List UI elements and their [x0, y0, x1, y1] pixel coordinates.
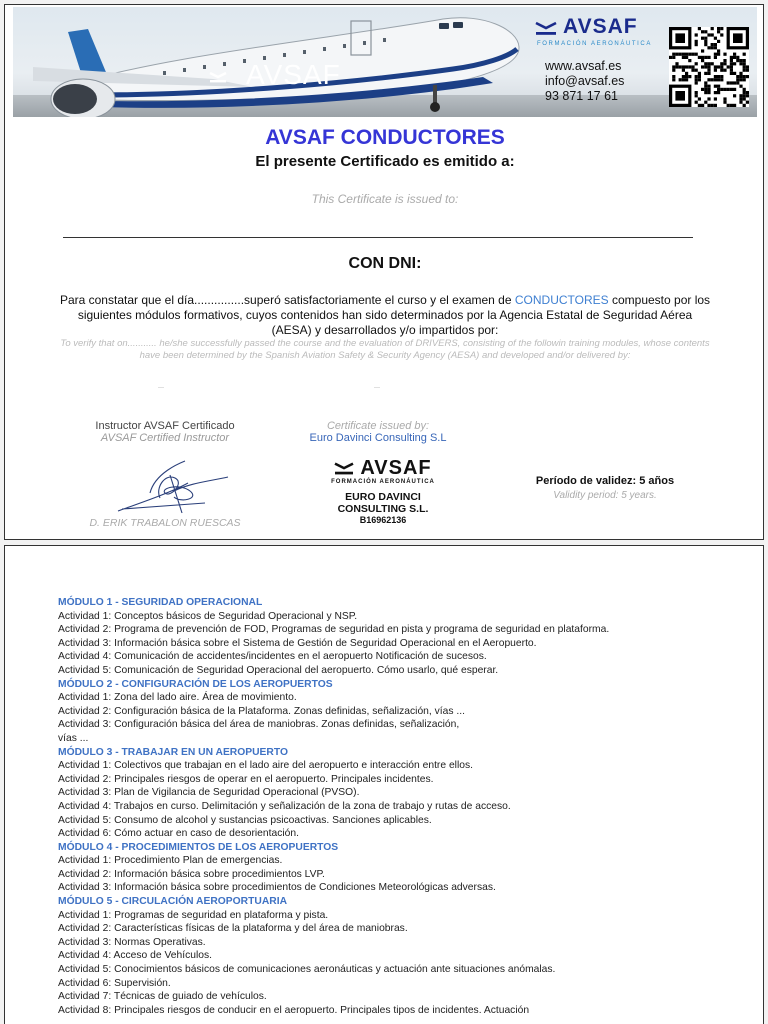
stamp-company-line1: EURO DAVINCI: [345, 491, 421, 503]
plane-livery-brand: AVSAF: [246, 59, 341, 90]
module-activity: Actividad 6: Supervisión.: [58, 977, 171, 989]
module-activity: Actividad 2: Programa de prevención de FOD, Programas de seguridad en pista y programa de seguridad en plataforma.: [58, 624, 610, 636]
module-activity: Actividad 3: Plan de Vigilancia de Seguridad Operacional (PVSO).: [58, 787, 360, 799]
phone-number: 93 871 17 61: [545, 89, 618, 103]
module-activity: Actividad 1: Zona del lado aire. Área de movimiento.: [58, 692, 297, 704]
contact-info: [545, 59, 624, 104]
module-activity: Actividad 3: Información básica sobre procedimientos de Condiciones Meteorológicas adversas.: [58, 882, 496, 894]
stamp-company-line2: CONSULTING S.L.: [337, 503, 429, 515]
module-title: MÓDULO 3 - TRABAJAR EN UN AEROPUERTO: [58, 746, 288, 758]
module-title: MÓDULO 2 - CONFIGURACIÓN DE LOS AEROPUERTOS: [58, 678, 333, 690]
module-title: MÓDULO 4 - PROCEDIMIENTOS DE LOS AEROPUERTOS: [58, 841, 339, 853]
validity-label: Período de validez: 5 años: [535, 475, 675, 487]
module-activity: Actividad 6: Cómo actuar en caso de desorientación.: [58, 828, 299, 840]
module-activity: Actividad 3: Información básica sobre el Sistema de Gestión de Seguridad Operacional en el Aeropuerto.: [58, 637, 537, 649]
module-activity: Actividad 1: Colectivos que trabajan en el lado aire del aeropuerto e interacción entre ellos.: [58, 760, 473, 772]
validity-block: [505, 475, 705, 501]
avsaf-mark-icon: [209, 69, 227, 85]
brand-tagline: FORMACIÓN AERONÁUTICA: [537, 41, 652, 47]
module-activity: Actividad 5: Conocimientos básicos de comunicaciones aeronáuticas y actuación ante situaciones anómalas.: [58, 964, 556, 976]
website-link[interactable]: www.avsaf.es: [545, 59, 622, 73]
certification-paragraph-en: To verify that on........... he/she successfully passed the course and the evaluation of DRIVERS, consisting of the followin training modules, whose contents have been determined by the Spanish Aviation Safety & Security Agency (AESA) and developed and/or delivered by:: [60, 338, 710, 361]
module-activity: Actividad 5: Consumo de alcohol y sustancias psicoactivas. Sanciones aplicables.: [58, 814, 432, 826]
instructor-label: Instructor AVSAF Certificado: [95, 420, 235, 432]
qr-code-icon[interactable]: [669, 27, 749, 107]
module-activity: Actividad 3: Normas Operativas.: [58, 936, 206, 948]
stamp-brand: AVSAF: [360, 457, 432, 479]
instructor-signature: [110, 453, 240, 515]
module-activity: Actividad 8: Principales riesgos de conducir en el aeropuerto. Principales tipos de incidentes. Actuación: [58, 1004, 530, 1016]
paragraph-part2: compuesto por los siguientes módulos formativos, cuyos contenidos han sido determinados por la Agencia Estatal de Seguridad Aérea (AESA) y desarrollados y/o impartidos por:: [77, 293, 711, 337]
email-link[interactable]: info@avsaf.es: [545, 74, 625, 88]
instructor-label-en: AVSAF Certified Instructor: [100, 432, 230, 444]
right-mark: —: [374, 385, 380, 391]
instructor-block: [75, 420, 255, 444]
issued-to-label-en: This Certificate is issued to:: [311, 192, 459, 206]
name-line: [63, 237, 693, 238]
brand-name: AVSAF: [563, 15, 638, 38]
modules-page: [4, 545, 764, 1024]
module-activity: Actividad 2: Información básica sobre procedimientos LVP.: [58, 868, 325, 880]
issued-by-label-en: Certificate issued by:: [326, 420, 430, 432]
dni-label: CON DNI:: [348, 255, 422, 272]
stamp-tagline: FORMACIÓN AERONÁUTICA: [331, 479, 435, 485]
signatory-name: D. ERIK TRABALON RUESCAS: [89, 517, 241, 529]
module-activity: Actividad 2: Características físicas de la plataforma y del área de maniobras.: [58, 923, 408, 935]
module-activity: vías ...: [58, 732, 89, 744]
module-activity: Actividad 5: Comunicación de Seguridad Operacional del aeropuerto. Cómo usarlo, qué esperar.: [58, 664, 499, 676]
module-title: MÓDULO 1 - SEGURIDAD OPERACIONAL: [58, 597, 263, 608]
avsaf-stamp-icon: [334, 460, 354, 478]
module-activity: Actividad 3: Configuración básica del área de maniobras. Zonas definidas, señalización,: [58, 719, 460, 731]
module-activity: Actividad 1: Programas de seguridad en plataforma y pista.: [58, 909, 329, 921]
certificate-page: [4, 4, 764, 540]
course-name: CONDUCTORES: [514, 293, 609, 307]
issuer-name: Euro Davinci Consulting S.L: [309, 432, 447, 444]
certification-paragraph: [57, 293, 713, 338]
paragraph-part1: Para constatar que el día...............superó satisfactoriamente el curso y el examen de: [59, 293, 515, 307]
module-activity: Actividad 4: Comunicación de accidentes/incidentes en el aeropuerto Notificación de sucesos.: [58, 651, 487, 663]
module-activity: Actividad 7: Técnicas de guiado de vehículos.: [58, 991, 267, 1003]
company-stamp: [323, 457, 443, 525]
header-banner: [13, 7, 757, 117]
avsaf-logo-icon: [535, 19, 557, 39]
issued-to-label: El presente Certificado es emitido a:: [255, 153, 515, 170]
module-activity: Actividad 2: Configuración básica de la Plataforma. Zonas definidas, señalización, vías ...: [58, 705, 465, 717]
module-activity: Actividad 4: Acceso de Vehículos.: [58, 950, 212, 962]
stamp-company-id: B16962136: [359, 515, 407, 525]
certificate-title: AVSAF CONDUCTORES: [265, 126, 505, 149]
module-activity: Actividad 4: Trabajos en curso. Delimitación y señalización de la zona de trabajo y rutas de acceso.: [58, 800, 511, 812]
module-activity: Actividad 2: Principales riesgos de operar en el aeropuerto. Principales incidentes.: [58, 773, 434, 785]
module-list: [58, 596, 758, 1017]
module-activity: Actividad 1: Conceptos básicos de Seguridad Operacional y NSP.: [58, 610, 358, 622]
module-activity: Actividad 1: Procedimiento Plan de emergencias.: [58, 855, 283, 867]
left-mark: —: [158, 385, 164, 391]
module-title: MÓDULO 5 - CIRCULACIÓN AEROPORTUARIA: [58, 896, 288, 908]
validity-label-en: Validity period: 5 years.: [553, 490, 657, 501]
issued-by-block: [285, 420, 471, 444]
